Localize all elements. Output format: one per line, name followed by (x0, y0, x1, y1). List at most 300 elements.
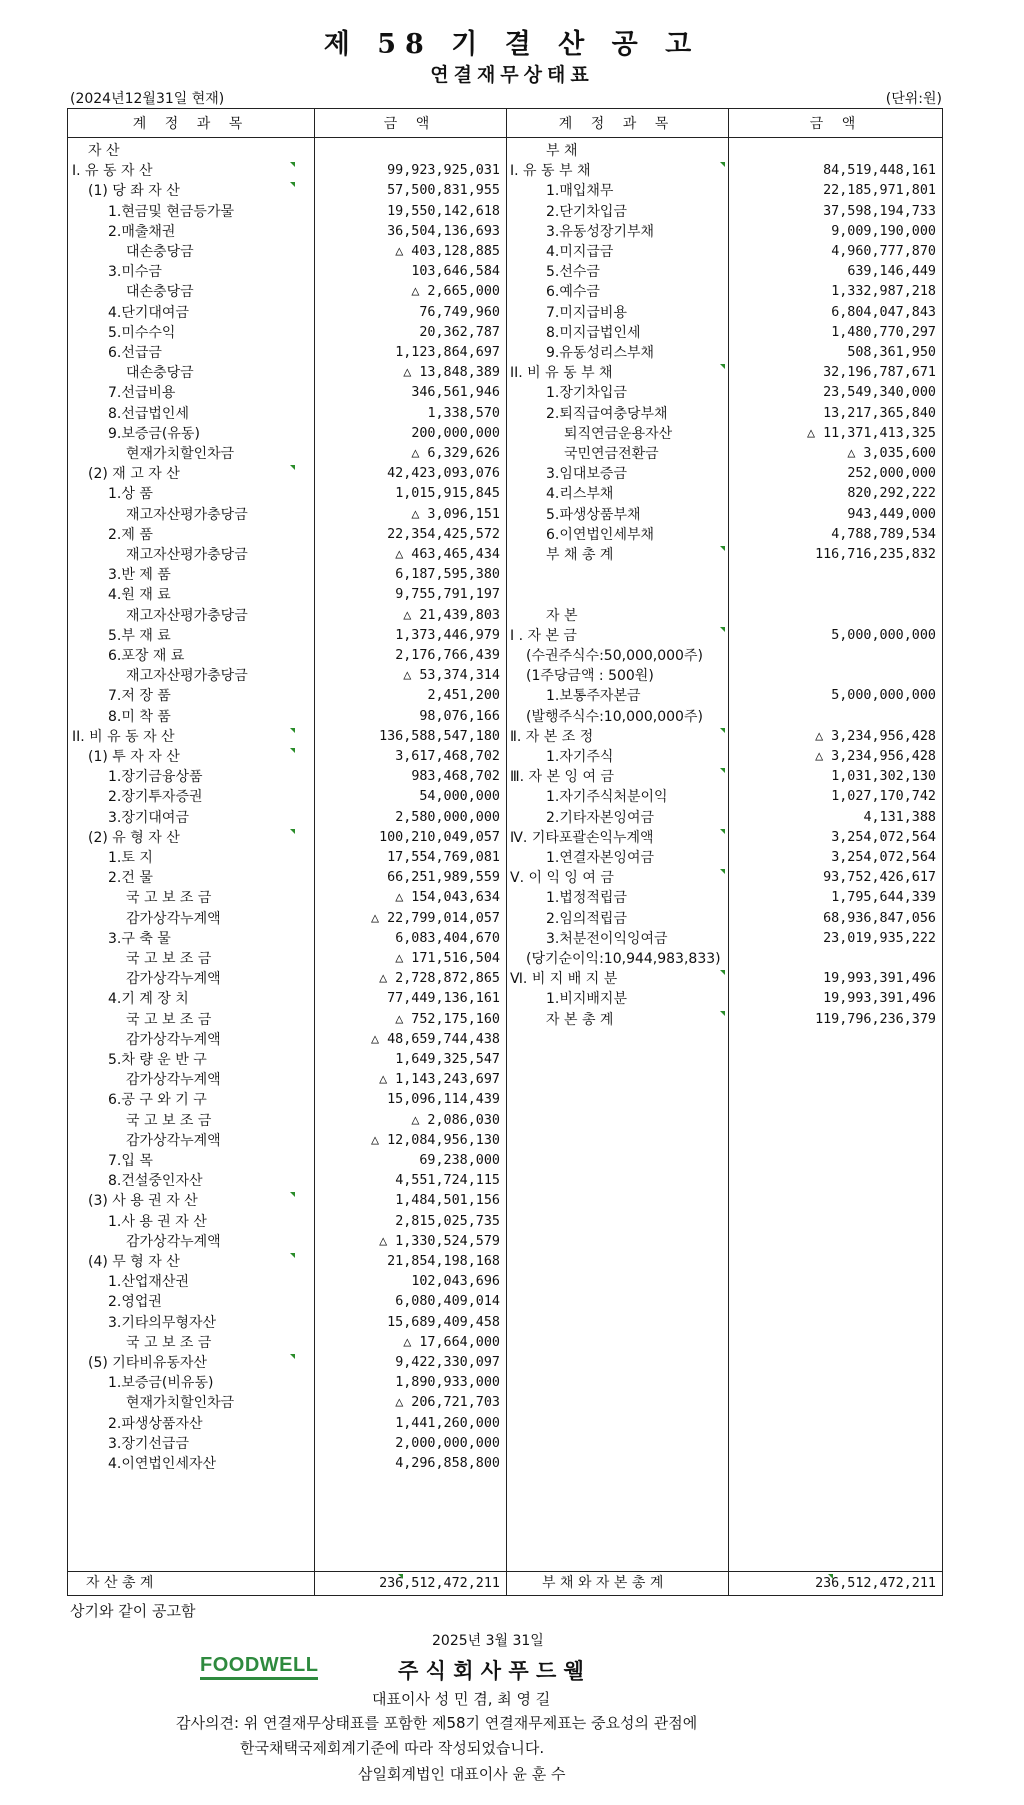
ledger-row (68, 1131, 506, 1151)
account-label: 6.선급금 (108, 345, 162, 361)
account-label: 4.기 계 장 치 (108, 991, 189, 1008)
total-assets-amount: 236,512,472,211 (379, 1576, 500, 1591)
amount-value: 820,292,222 (847, 486, 936, 502)
account-label: 2.제 품 (108, 526, 153, 543)
account-label: 1.사 용 권 자 산 (108, 1213, 207, 1230)
amount-value: △ 171,516,504 (395, 951, 500, 966)
account-label: Ⅵ. 비 지 배 지 분 (510, 971, 618, 988)
ledger-row (68, 1414, 506, 1434)
amount-value: 1,890,933,000 (395, 1375, 500, 1391)
account-label: 4.단기대여금 (108, 304, 189, 321)
ledger-row (68, 585, 506, 605)
ledger-row (68, 525, 506, 545)
amount-value: △ 3,096,151 (411, 506, 500, 522)
marker-icon (720, 627, 725, 632)
ledger-row (68, 1151, 506, 1171)
ledger-row (506, 949, 944, 969)
ledger-row (506, 767, 944, 787)
amount-value: 36,504,136,693 (387, 223, 500, 239)
ledger-row (68, 787, 506, 807)
ledger-row (68, 505, 506, 525)
amount-value: 99,923,925,031 (387, 163, 500, 179)
amount-value: 943,449,000 (847, 506, 936, 522)
amount-value: 983,468,702 (411, 769, 500, 785)
marker-icon (720, 869, 725, 874)
ledger-row (68, 1070, 506, 1090)
account-label: (1주당금액 : 500원) (526, 668, 654, 685)
account-label: 1.상 품 (108, 486, 153, 503)
marker-icon (290, 748, 295, 753)
ledger-row (506, 929, 944, 949)
amount-value: 4,551,724,115 (395, 1173, 500, 1189)
account-label: 1.자기주식처분이익 (546, 789, 668, 806)
marker-icon (720, 728, 725, 733)
company-name: 주 식 회 사 푸 드 웰 (398, 1658, 584, 1683)
account-label: 5.파생상품부채 (546, 506, 641, 523)
account-label: (발행주식수:10,000,000주) (526, 708, 703, 725)
ledger-row (68, 949, 506, 969)
ledger-row (506, 222, 944, 242)
account-label: 3.장기선급금 (108, 1435, 189, 1452)
amount-value: △ 206,721,703 (395, 1395, 500, 1411)
header-account-right: 계 정 과 목 (558, 116, 676, 132)
account-label: 4.리스부채 (546, 486, 614, 503)
audit-opinion-line2: 한국채택국제회계기준에 따라 작성되었습니다. (240, 1739, 545, 1757)
header-divider (68, 137, 942, 138)
amount-value: 9,755,791,197 (395, 587, 500, 603)
account-label: 감가상각누계액 (126, 910, 221, 927)
amount-value: △ 21,439,803 (403, 607, 500, 623)
account-label: 대손충당금 (126, 365, 194, 382)
amount-value: 2,000,000,000 (395, 1435, 500, 1451)
account-label: 자 본 (546, 607, 578, 624)
account-label: 국 고 보 조 금 (126, 1112, 212, 1129)
account-label: (1) 당 좌 자 산 (88, 183, 180, 200)
ledger-row (506, 585, 944, 605)
ledger-row (68, 222, 506, 242)
ledger-row (68, 828, 506, 848)
account-label: 9.유동성리스부채 (546, 345, 655, 361)
account-label: 감가상각누계액 (126, 1132, 221, 1149)
amount-value: 3,254,072,564 (831, 850, 936, 865)
marker-icon (398, 1574, 403, 1579)
amount-value: 136,588,547,180 (379, 728, 500, 744)
ledger-row (506, 262, 944, 282)
ledger-row (68, 646, 506, 666)
account-label: 9.보증금(유동) (108, 425, 200, 442)
ledger-row (68, 1191, 506, 1211)
statement-subtitle: 연결재무상태표 (430, 64, 594, 86)
account-label: 7.선급비용 (108, 385, 176, 402)
ledger-row (506, 525, 944, 545)
amount-value: 15,096,114,439 (387, 1092, 500, 1108)
ledger-row (506, 545, 944, 565)
amount-value: 4,960,777,870 (831, 244, 936, 259)
amount-value: 68,936,847,056 (823, 910, 936, 926)
amount-value: △ 17,664,000 (403, 1334, 500, 1350)
ledger-row (68, 686, 506, 706)
account-label: 1.토 지 (108, 850, 153, 866)
amount-value: 508,361,950 (847, 345, 936, 360)
ledger-row (68, 444, 506, 464)
amount-value: △ 2,086,030 (411, 1112, 500, 1128)
amount-value: 17,554,769,081 (387, 850, 500, 865)
ledger-row (506, 464, 944, 484)
amount-value: 116,716,235,832 (815, 547, 936, 562)
ledger-row (68, 282, 506, 302)
logo-underline (200, 1677, 318, 1680)
account-label: 현재가치할인차금 (126, 1395, 235, 1412)
ledger-row (68, 424, 506, 444)
amount-value: △ 3,234,956,428 (815, 728, 936, 744)
amount-value: 1,441,260,000 (395, 1415, 500, 1431)
account-label: Ⅲ. 자 본 잉 여 금 (510, 769, 614, 786)
account-label: (2) 유 형 자 산 (88, 829, 180, 846)
amount-value: 13,217,365,840 (823, 405, 936, 421)
marker-icon (720, 162, 725, 167)
ledger-row (68, 848, 506, 868)
ledger-row (506, 565, 944, 585)
account-label: 8.미 착 품 (108, 708, 171, 725)
ledger-row (68, 404, 506, 424)
account-label: 대손충당금 (126, 244, 194, 260)
ledger-row (506, 848, 944, 868)
amount-value: △ 463,465,434 (395, 547, 500, 562)
account-label: 1.연결자본잉여금 (546, 850, 655, 866)
ledger-row (506, 202, 944, 222)
ledger-row (68, 242, 506, 262)
notice-title: 제 58 기 결 산 공 고 (323, 29, 701, 60)
ledger-row (68, 262, 506, 282)
account-label: 5.차 량 운 반 구 (108, 1052, 207, 1068)
ledger-row (506, 787, 944, 807)
ledger-row (506, 989, 944, 1009)
amount-value: 19,993,391,496 (823, 971, 936, 987)
account-label: 감가상각누계액 (126, 1072, 221, 1089)
amount-value: 4,296,858,800 (395, 1456, 500, 1471)
ledger-row (506, 303, 944, 323)
marker-icon (720, 970, 725, 975)
amount-value: △ 12,084,956,130 (371, 1132, 500, 1148)
amount-value: △ 48,659,744,438 (371, 1031, 500, 1047)
amount-value: 1,332,987,218 (831, 284, 936, 300)
ledger-row (68, 868, 506, 888)
ledger-row (68, 161, 506, 181)
ledger-row (68, 727, 506, 747)
account-label: 6.이연법인세부채 (546, 526, 655, 543)
amount-value: 20,362,787 (419, 324, 500, 340)
account-label: (2) 재 고 자 산 (88, 466, 180, 483)
account-label: 3.구 축 물 (108, 930, 171, 947)
account-label: 7.입 목 (108, 1153, 153, 1169)
unit-label: (단위:원) (885, 91, 942, 107)
account-label: Ⅳ. 기타포괄손익누계액 (510, 829, 654, 846)
account-label: 8.미지급법인세 (546, 324, 641, 341)
amount-value: 9,422,330,097 (395, 1355, 500, 1370)
account-label: 6.예수금 (546, 284, 600, 301)
total-liabilities-equity-amount: 236,512,472,211 (815, 1576, 936, 1591)
ledger-row (506, 747, 944, 767)
amount-value: 100,210,049,057 (379, 829, 500, 845)
amount-value: △ 3,035,600 (847, 446, 936, 461)
marker-icon (290, 1192, 295, 1197)
account-label: Ⅱ. 자 본 조 정 (510, 728, 594, 745)
marker-icon (290, 162, 295, 167)
ledger-row (68, 1212, 506, 1232)
ledger-row (506, 484, 944, 504)
balance-sheet-table (67, 108, 943, 1596)
marker-icon (290, 829, 295, 834)
account-label: 2.매출채권 (108, 223, 176, 240)
marker-icon (720, 768, 725, 773)
account-label: 2.임의적립금 (546, 910, 627, 927)
amount-value: 1,015,915,845 (395, 486, 500, 502)
ledger-row (506, 606, 944, 626)
amount-value: 252,000,000 (847, 466, 936, 482)
account-label: 4.이연법인세자산 (108, 1456, 217, 1472)
account-label: 2.기타자본잉여금 (546, 809, 655, 826)
account-label: 2.파생상품자산 (108, 1415, 203, 1432)
amount-value: 6,080,409,014 (395, 1294, 500, 1310)
account-label: 국 고 보 조 금 (126, 890, 212, 907)
ledger-row (506, 888, 944, 908)
amount-value: 93,752,426,617 (823, 870, 936, 886)
account-label: 1.현금및 현금등가물 (108, 203, 234, 220)
ledger-row (68, 1353, 506, 1373)
account-label: 재고자산평가충당금 (126, 547, 248, 563)
ledger-row (68, 363, 506, 383)
account-label: 부 채 총 계 (546, 547, 614, 563)
ledger-row (506, 404, 944, 424)
account-label: 5.부 재 료 (108, 627, 171, 644)
account-label: II. 비 유 동 자 산 (72, 728, 175, 745)
account-label: (1) 투 자 자 산 (88, 749, 180, 765)
amount-value: 346,561,946 (411, 385, 500, 401)
amount-value: 21,854,198,168 (387, 1254, 500, 1269)
ledger-row (68, 1111, 506, 1131)
account-label: 국 고 보 조 금 (126, 1011, 212, 1028)
amount-value: 1,795,644,339 (831, 890, 936, 906)
marker-icon (720, 829, 725, 834)
amount-value: 42,423,093,076 (387, 466, 500, 482)
amount-value: 4,788,789,534 (831, 526, 936, 542)
marker-icon (720, 546, 725, 551)
ledger-row (68, 989, 506, 1009)
account-label: 재고자산평가충당금 (126, 668, 248, 685)
account-label: 3.임대보증금 (546, 466, 627, 483)
marker-icon (290, 1354, 295, 1359)
account-label: 1.장기차입금 (546, 385, 627, 402)
account-label: 국 고 보 조 금 (126, 951, 212, 967)
header-amount-right: 금 액 (809, 116, 863, 132)
amount-value: 3,254,072,564 (831, 829, 936, 845)
account-label: 감가상각누계액 (126, 1233, 221, 1250)
amount-value: △ 6,329,626 (411, 446, 500, 461)
account-label: 2.장기투자증권 (108, 789, 203, 806)
amount-value: 23,549,340,000 (823, 385, 936, 401)
ledger-row (506, 666, 944, 686)
ledger-row (68, 707, 506, 727)
amount-value: 19,993,391,496 (823, 991, 936, 1007)
account-label: 부 채 (546, 143, 578, 159)
header-account-left: 계 정 과 목 (132, 116, 250, 132)
marker-icon (828, 1574, 833, 1579)
ledger-row (68, 484, 506, 504)
amount-value: △ 3,234,956,428 (815, 749, 936, 764)
account-label: Ⅴ. 이 익 잉 여 금 (510, 870, 614, 887)
account-label: 7.미지급비용 (546, 304, 627, 321)
ledger-row (506, 808, 944, 828)
account-label: 2.퇴직급여충당부채 (546, 405, 668, 422)
ceo-names: 대표이사 성 민 겸, 최 영 길 (372, 1690, 551, 1708)
ledger-row (68, 1272, 506, 1292)
foodwell-logo-icon: FOODWELL (200, 1654, 319, 1676)
account-label: 자 본 총 계 (546, 1011, 614, 1028)
account-label: 재고자산평가충당금 (126, 506, 248, 523)
ledger-row (506, 181, 944, 201)
marker-icon (290, 465, 295, 470)
ledger-row (68, 606, 506, 626)
account-label: (3) 사 용 권 자 산 (88, 1193, 198, 1210)
ledger-row (506, 363, 944, 383)
account-label: 3.미수금 (108, 264, 162, 281)
marker-icon (290, 728, 295, 733)
amount-value: 69,238,000 (419, 1153, 500, 1168)
ledger-row (68, 565, 506, 585)
amount-value: 98,076,166 (419, 708, 500, 724)
ledger-row (68, 303, 506, 323)
amount-value: △ 11,371,413,325 (807, 425, 936, 441)
audit-opinion-line1: 감사의견: 위 연결재무상태표를 포함한 제58기 연결재무제표는 중요성의 관점에 (176, 1714, 698, 1732)
account-label: II. 비 유 동 부 채 (510, 365, 613, 382)
ledger-row (68, 383, 506, 403)
ledger-row (68, 909, 506, 929)
amount-value: 103,646,584 (411, 264, 500, 280)
amount-value: 1,031,302,130 (831, 769, 936, 785)
marker-icon (720, 1011, 725, 1016)
ledger-row (68, 1434, 506, 1454)
account-label: 3.기타의무형자산 (108, 1314, 217, 1331)
ledger-row (506, 161, 944, 181)
ledger-row (68, 808, 506, 828)
total-liabilities-equity-label: 부 채 와 자 본 총 계 (542, 1575, 664, 1591)
amount-value: △ 1,143,243,697 (379, 1072, 500, 1088)
amount-value: 6,804,047,843 (831, 304, 936, 320)
total-assets-label: 자 산 총 계 (86, 1575, 154, 1591)
account-label: I . 자 본 금 (510, 627, 577, 644)
marker-icon (290, 1253, 295, 1258)
account-label: 4.미지급금 (546, 244, 614, 260)
ledger-row (506, 909, 944, 929)
amount-value: △ 53,374,314 (403, 668, 500, 684)
account-label: 1.보통주자본금 (546, 688, 641, 705)
amount-value: 639,146,449 (847, 264, 936, 280)
header-amount-left: 금 액 (383, 116, 437, 132)
ledger-row (506, 323, 944, 343)
amount-value: 2,451,200 (427, 688, 500, 704)
account-label: 6.포장 재 료 (108, 648, 185, 664)
amount-value: △ 154,043,634 (395, 890, 500, 906)
account-label: 1.장기금융상품 (108, 769, 203, 786)
amount-value: 22,354,425,572 (387, 526, 500, 542)
ledger-row (506, 828, 944, 848)
account-label: 1.비지배지분 (546, 991, 627, 1008)
account-label: 1.자기주식 (546, 749, 614, 765)
amount-value: 2,176,766,439 (395, 648, 500, 663)
ledger-row (68, 343, 506, 363)
account-label: 7.저 장 품 (108, 688, 171, 705)
account-label: 8.선급법인세 (108, 405, 189, 422)
amount-value: 32,196,787,671 (823, 365, 936, 381)
account-label: 8.건설중인자산 (108, 1173, 203, 1190)
account-label: 국민연금전환금 (564, 446, 659, 462)
amount-value: 2,815,025,735 (395, 1213, 500, 1229)
amount-value: 3,617,468,702 (395, 749, 500, 764)
account-label: 5.선수금 (546, 264, 600, 281)
ledger-row (68, 1171, 506, 1191)
ledger-row (68, 1090, 506, 1110)
amount-value: 119,796,236,379 (815, 1011, 936, 1027)
account-label: 재고자산평가충당금 (126, 607, 248, 624)
ledger-row (506, 343, 944, 363)
ledger-row (68, 545, 506, 565)
amount-value: 200,000,000 (411, 425, 500, 441)
marker-icon (720, 364, 725, 369)
ledger-row (68, 141, 506, 161)
account-label: I. 유 동 자 산 (72, 163, 153, 180)
ledger-row (68, 1292, 506, 1312)
amount-value: △ 1,330,524,579 (379, 1233, 500, 1249)
account-label: 감가상각누계액 (126, 971, 221, 988)
ledger-row (506, 686, 944, 706)
amount-value: △ 2,665,000 (411, 284, 500, 300)
ledger-row (506, 383, 944, 403)
as-of-date: (2024년12월31일 현재) (70, 91, 225, 107)
amount-value: 84,519,448,161 (823, 163, 936, 179)
amount-value: 76,749,960 (419, 304, 500, 320)
ledger-row (506, 707, 944, 727)
amount-value: 66,251,989,559 (387, 870, 500, 886)
amount-value: 1,480,770,297 (831, 324, 936, 340)
account-label: 4.원 재 료 (108, 587, 171, 604)
amount-value: 23,019,935,222 (823, 930, 936, 946)
account-label: 2.건 물 (108, 870, 153, 887)
ledger-row (68, 1454, 506, 1474)
amount-value: 9,009,190,000 (831, 223, 936, 239)
account-label: 3.처분전이익잉여금 (546, 930, 668, 947)
ledger-row (68, 626, 506, 646)
account-label: 2.단기차입금 (546, 203, 627, 220)
account-label: 대손충당금 (126, 284, 194, 301)
ledger-row (68, 767, 506, 787)
ledger-row (506, 141, 944, 161)
amount-value: 1,027,170,742 (831, 789, 936, 805)
account-label: (당기순이익:10,944,983,833) (526, 951, 721, 967)
notice-date: 2025년 3월 31일 (432, 1633, 544, 1649)
ledger-row (506, 626, 944, 646)
account-label: I. 유 동 부 채 (510, 163, 591, 180)
ledger-row (506, 646, 944, 666)
ledger-row (68, 1010, 506, 1030)
marker-icon (290, 182, 295, 187)
amount-value: 1,373,446,979 (395, 627, 500, 643)
ledger-row (68, 1050, 506, 1070)
ledger-row (68, 1393, 506, 1413)
account-label: 자 산 (88, 143, 120, 159)
ledger-row (506, 505, 944, 525)
ledger-row (68, 464, 506, 484)
account-label: 1.산업재산권 (108, 1274, 189, 1291)
